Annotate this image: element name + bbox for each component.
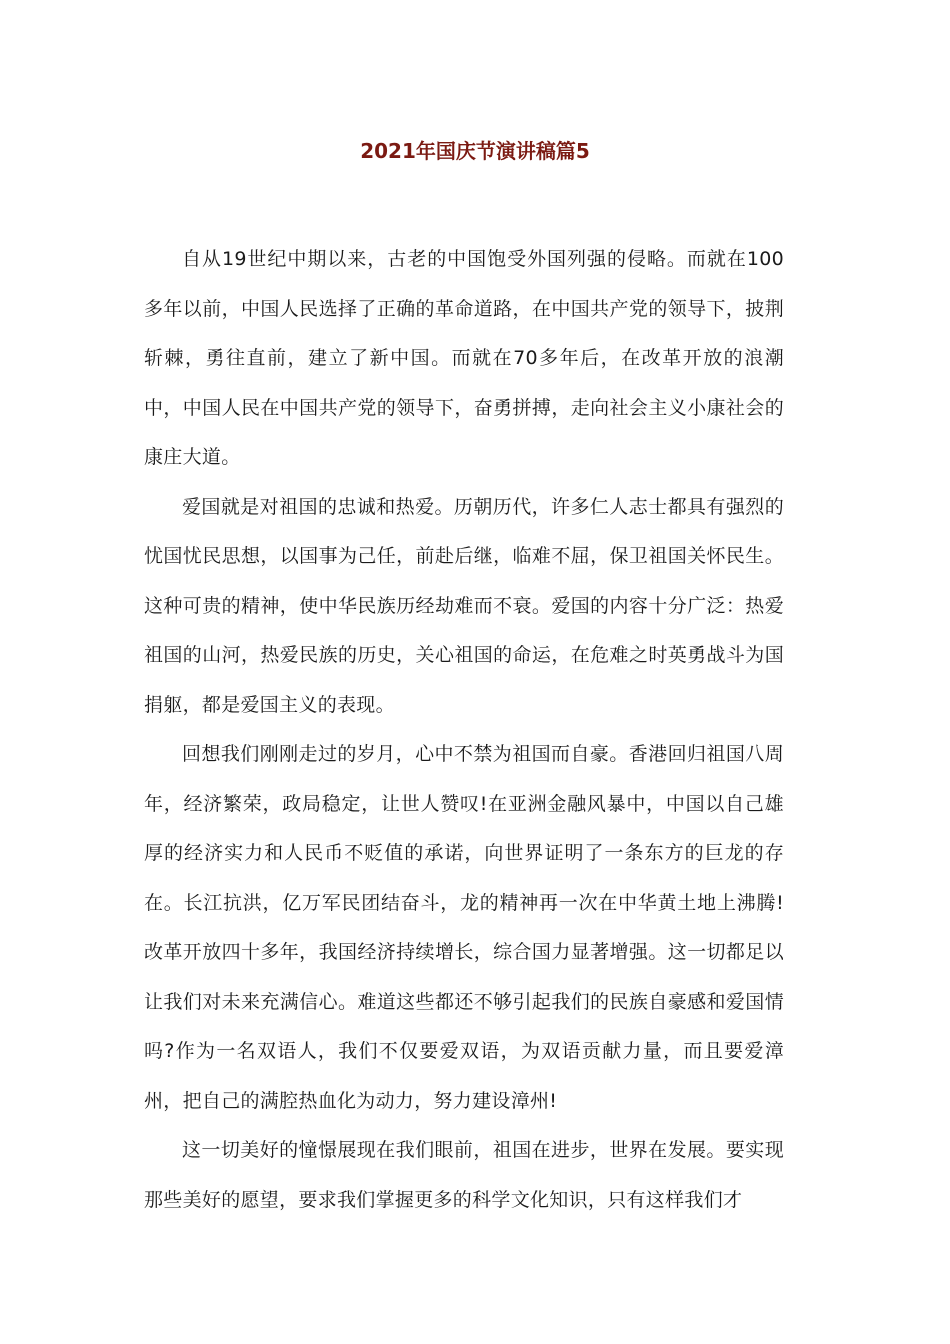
paragraph-1: 自从19世纪中期以来，古老的中国饱受外国列强的侵略。而就在100多年以前，中国人民选择了正确的革命道路，在中国共产党的领导下，披荆斩棘，勇往直前，建立了新中国。而就在70多年后，在改革开放的浪潮中，中国人民在中国共产党的领导下，奋勇拼搏，走向社会主义小康社会的康庄大道。 bbox=[144, 248, 784, 468]
document-body bbox=[144, 235, 784, 1225]
paragraph-4: 这一切美好的憧憬展现在我们眼前，祖国在进步，世界在发展。要实现那些美好的愿望，要求我们掌握更多的科学文化知识，只有这样我们才 bbox=[144, 1139, 784, 1211]
paragraph-2: 爱国就是对祖国的忠诚和热爱。历朝历代，许多仁人志士都具有强烈的忧国忧民思想，以国事为己任，前赴后继，临难不屈，保卫祖国关怀民生。这种可贵的精神，使中华民族历经劫难而不衰。爱国的内容十分广泛：热爱祖国的山河，热爱民族的历史，关心祖国的命运，在危难之时英勇战斗为国捐躯，都是爱国主义的表现。 bbox=[144, 495, 784, 716]
document-title: 2021年国庆节演讲稿篇5 bbox=[360, 139, 590, 163]
paragraph-3: 回想我们刚刚走过的岁月，心中不禁为祖国而自豪。香港回归祖国八周年，经济繁荣，政局稳定，让世人赞叹!在亚洲金融风暴中，中国以自己雄厚的经济实力和人民币不贬值的承诺，向世界证明了一条东方的巨龙的存在。长江抗洪，亿万军民团结奋斗，龙的精神再一次在中华黄土地上沸腾!改革开放四十多年，我国经济持续增长，综合国力显著增强。这一切都足以让我们对未来充满信心。难道这些都还不够引起我们的民族自豪感和爱国情吗?作为一名双语人，我们不仅要爱双语，为双语贡献力量，而且要爱漳州，把自己的满腔热血化为动力，努力建设漳州! bbox=[144, 743, 784, 1112]
